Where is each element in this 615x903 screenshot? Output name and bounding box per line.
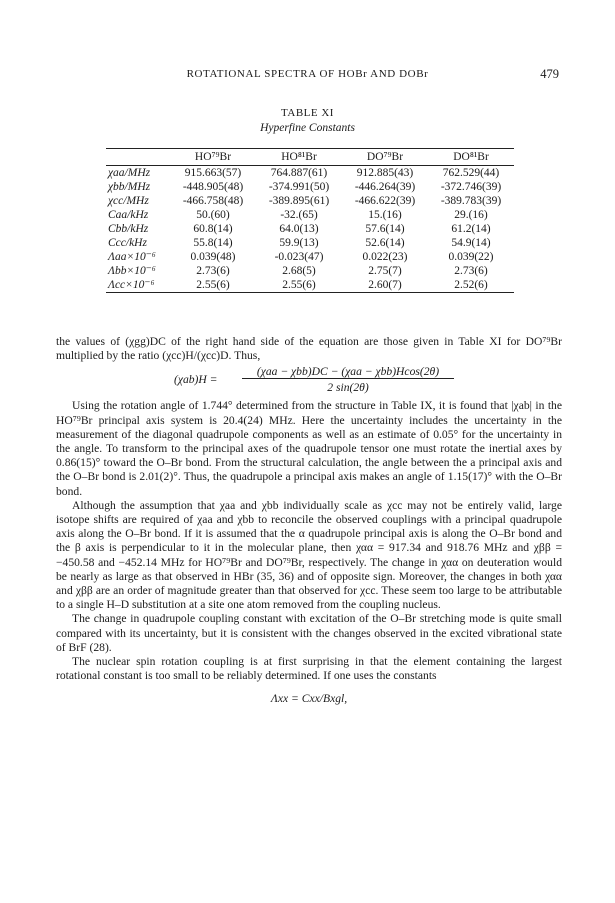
table-cell: -389.895(61) — [268, 195, 330, 207]
paragraph: the values of (χgg)DC of the right hand side of the equation are those given in Table XI for DO⁷⁹Br multiplied by the ratio (χcc)H/(χcc)D. Thus, — [56, 335, 562, 363]
table-body — [106, 166, 514, 293]
table-row — [106, 236, 514, 250]
table-cell: 50.(60) — [196, 209, 230, 221]
row-label: χbb/MHz — [108, 181, 151, 193]
row-label: χaa/MHz — [108, 167, 151, 179]
table-title: TABLE XI — [281, 107, 334, 119]
table-cell: -0.023(47) — [274, 251, 324, 263]
column-header: HO⁸¹Br — [281, 151, 317, 163]
page-header — [0, 68, 615, 84]
table-cell: 15.(16) — [368, 209, 402, 221]
paragraph: The change in quadrupole coupling constant with excitation of the O–Br stretching mode is quite small compared with its uncertainty, but it is consistent with the changes observed in the excited vibrational state of BrF (28). — [56, 612, 562, 654]
table-cell: -374.991(50) — [268, 181, 330, 193]
table-cell: 2.75(7) — [368, 265, 402, 277]
table-cell: 0.022(23) — [362, 251, 408, 263]
table-cell: 764.887(61) — [270, 167, 328, 179]
table-cell: 57.6(14) — [365, 223, 405, 235]
table-row — [106, 264, 514, 278]
table-cell: -32.(65) — [280, 209, 318, 221]
table-cell: 2.68(5) — [282, 265, 316, 277]
paragraph: Using the rotation angle of 1.744° determined from the structure in Table IX, it is found that |χab| in the HO⁷⁹Br principal axis system is 20.4(24) MHz. Here the uncertainty includes the uncertainty in the measurement of the diagonal quadrupole components as well as an estimate of 0.05° for the uncertainty in the angle. To transform to the principal axes of the quadrupole tensor one must rotate the inertial axes by 0.86(15)° toward the O–Br bond. From the structural calculation, the angle between the a principal axis and the O–Br bond is 2.01(2)°. Thus, the quadrupole a principal axis makes an angle of 1.15(17)° with the O–Br bond. — [56, 399, 562, 498]
table-row — [106, 278, 514, 293]
table-cell: 64.0(13) — [279, 223, 319, 235]
running-head: ROTATIONAL SPECTRA OF HOBr AND DOBr — [186, 68, 429, 80]
paragraph: The nuclear spin rotation coupling is at first surprising in that the element containing the largest rotational constant is too small to be reliably determined. If one uses the constants — [56, 655, 562, 683]
paragraph: Although the assumption that χaa and χbb individually scale as χcc may not be entirely valid, large isotope shifts are required of χaa and χbb to reconcile the observed couplings with a principal quadrupole axis along the O–Br bond. If it is assumed that the α quadrupole principal axis is along the O–Br bond and the β axis is perpendicular to it in the molecular plane, then χαα = 917.34 and 918.76 MHz and χββ = −450.58 and −452.14 MHz for HO⁷⁹Br and DO⁷⁹Br, respectively. The change in χαα on deuteration would be nearly as large as that observed in HBr (35, 36) and of opposite sign. Moreover, the changes in both χαα and χββ are an order of magnitude greater than that observed for χcc. These seem too large to be attributable to a single H–D substitution at a site one atom removed from the coupling nucleus. — [56, 498, 562, 612]
table-cell: 52.6(14) — [365, 237, 405, 249]
table-cell: 0.039(22) — [448, 251, 494, 263]
equation-1 — [56, 363, 562, 399]
table-row — [106, 166, 514, 181]
table-cell: 55.8(14) — [193, 237, 233, 249]
table-cell: -466.758(48) — [182, 195, 244, 207]
table-corner — [106, 149, 170, 166]
table-cell: 912.885(43) — [356, 167, 414, 179]
table-cell: 61.2(14) — [451, 223, 491, 235]
table-cell: -466.622(39) — [354, 195, 416, 207]
table-cell: 0.039(48) — [190, 251, 236, 263]
column-header: HO⁷⁹Br — [194, 151, 232, 163]
column-header: DO⁸¹Br — [453, 151, 489, 163]
equation-denominator: 2 sin(2θ) — [327, 381, 369, 395]
table-cell: 2.73(6) — [196, 265, 230, 277]
table-cell: -446.264(39) — [354, 181, 416, 193]
table-cell: 29.(16) — [454, 209, 488, 221]
table-cell: 915.663(57) — [184, 167, 242, 179]
table-cell: 2.55(6) — [282, 279, 316, 291]
table-cell: 54.9(14) — [451, 237, 491, 249]
row-label: Λaa×10⁻⁶ — [108, 251, 156, 263]
equation-2: Λxx = Cxx/Bxgl, — [270, 692, 348, 706]
table-header-row — [106, 149, 514, 166]
table-row — [106, 250, 514, 264]
table-cell: 59.9(13) — [279, 237, 319, 249]
equation-numerator: (χaa − χbb)DC − (χaa − χbb)Hcos(2θ) — [242, 365, 454, 379]
table-row — [106, 180, 514, 194]
table-cell: 2.55(6) — [196, 279, 230, 291]
equation-lhs: (χab)H = — [174, 373, 218, 387]
table-cell: 60.8(14) — [193, 223, 233, 235]
row-label: Λcc×10⁻⁶ — [108, 279, 155, 291]
table-cell: -448.905(48) — [182, 181, 244, 193]
article-body — [56, 335, 562, 707]
table-cell: 2.52(6) — [454, 279, 488, 291]
table-row — [106, 194, 514, 208]
column-header: DO⁷⁹Br — [366, 151, 404, 163]
row-label: χcc/MHz — [108, 195, 149, 207]
page-number: 479 — [540, 67, 559, 81]
row-label: Cbb/kHz — [108, 223, 149, 235]
table-cell: 2.60(7) — [368, 279, 402, 291]
row-label: Λbb×10⁻⁶ — [108, 265, 156, 277]
hyperfine-constants-table — [106, 148, 514, 293]
table-cell: 2.73(6) — [454, 265, 488, 277]
row-label: Ccc/kHz — [108, 237, 147, 249]
table-row — [106, 208, 514, 222]
table-row — [106, 222, 514, 236]
table-caption: Hyperfine Constants — [260, 122, 355, 134]
table-cell: -372.746(39) — [440, 181, 502, 193]
row-label: Caa/kHz — [108, 209, 149, 221]
table-cell: -389.783(39) — [440, 195, 502, 207]
table-cell: 762.529(44) — [442, 167, 500, 179]
